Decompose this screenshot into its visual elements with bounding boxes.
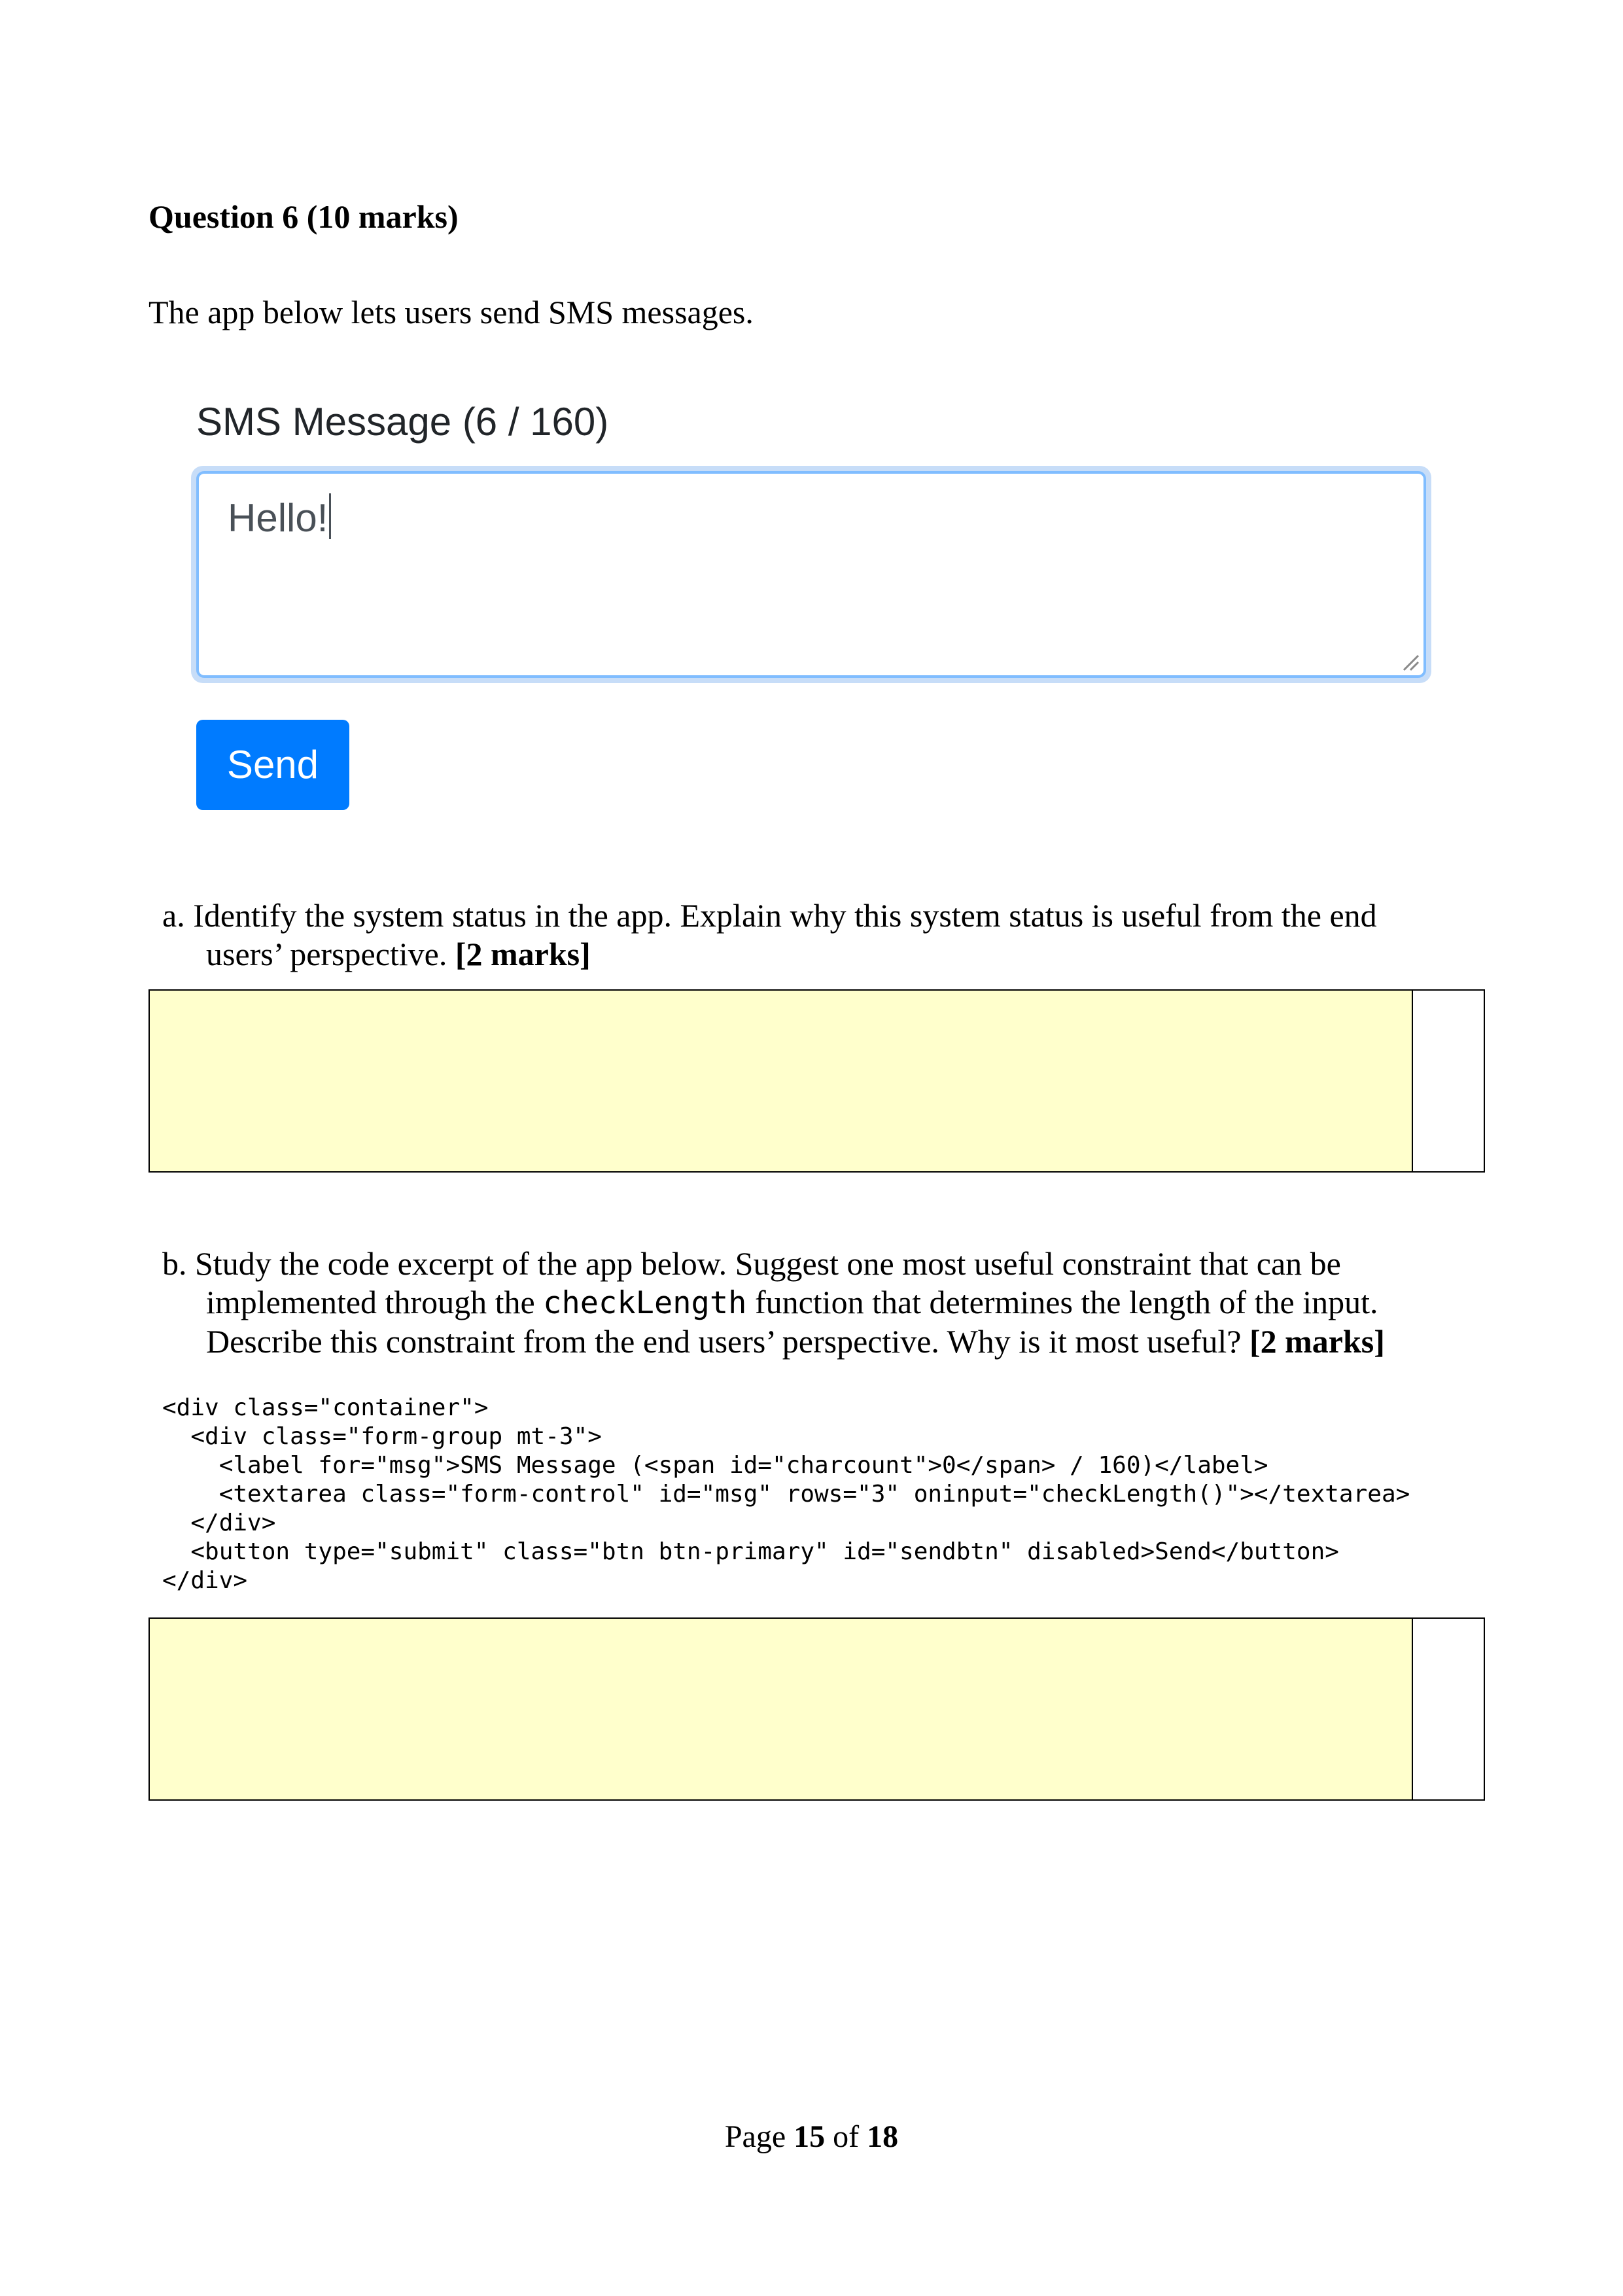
code-line: <div class="form-group mt-3"> (162, 1423, 602, 1450)
part-b-line-3-text: Describe this constraint from the end users’ perspective. Why is it most useful? (206, 1323, 1249, 1360)
page-footer (0, 2117, 1623, 2157)
part-b-prompt (162, 1245, 1503, 1361)
code-line: <button type="submit" class="btn btn-primary" id="sendbtn" disabled>Send</button> (162, 1538, 1339, 1565)
part-a-line-1: a. Identify the system status in the app. Explain why this system status is useful from the end (162, 897, 1377, 934)
sms-message-text (228, 492, 331, 544)
marks-cell-b (1413, 1619, 1484, 1799)
footer-total-pages: 18 (867, 2119, 899, 2154)
part-b-line-1: b. Study the code excerpt of the app below. Suggest one most useful constraint that can be (162, 1245, 1341, 1282)
checklength-code: checkLength (543, 1285, 747, 1321)
answer-field-b[interactable] (150, 1619, 1413, 1799)
part-b-line-2 (162, 1283, 1503, 1322)
part-b-marks: [2 marks] (1249, 1323, 1385, 1360)
text-caret (329, 493, 331, 539)
answer-box-a (148, 989, 1485, 1173)
code-line: </div> (162, 1510, 276, 1536)
question-intro: The app below lets users send SMS messages. (148, 294, 754, 330)
code-line: <label for="msg">SMS Message (<span id="charcount">0</span> / 160)</label> (162, 1452, 1268, 1479)
code-excerpt (162, 1394, 1410, 1595)
code-line: <textarea class="form-control" id="msg" rows="3" oninput="checkLength()"></textarea> (162, 1481, 1410, 1508)
footer-prefix: Page (724, 2119, 794, 2154)
part-b-line-2-after: function that determines the length of the input. (746, 1284, 1378, 1320)
part-a-line-2-text: users’ perspective. (206, 936, 455, 972)
marks-cell-a (1413, 991, 1484, 1171)
part-b-line-2-before: implemented through the (206, 1284, 544, 1320)
resize-grip-icon[interactable] (1400, 652, 1420, 671)
question-title: Question 6 (10 marks) (148, 198, 459, 235)
code-line: </div> (162, 1567, 248, 1594)
send-button[interactable]: Send (196, 720, 349, 810)
part-a-prompt (162, 896, 1503, 974)
textarea-value: Hello! (228, 496, 328, 540)
sms-message-textarea[interactable] (196, 471, 1426, 678)
footer-middle: of (825, 2119, 867, 2154)
sms-message-label: SMS Message (6 / 160) (196, 400, 609, 444)
answer-box-b (148, 1617, 1485, 1801)
part-a-line-2 (162, 935, 1503, 974)
part-a-marks: [2 marks] (455, 936, 591, 972)
footer-current-page: 15 (794, 2119, 826, 2154)
code-line: <div class="container"> (162, 1394, 489, 1421)
answer-field-a[interactable] (150, 991, 1413, 1171)
part-b-line-3 (162, 1322, 1503, 1361)
